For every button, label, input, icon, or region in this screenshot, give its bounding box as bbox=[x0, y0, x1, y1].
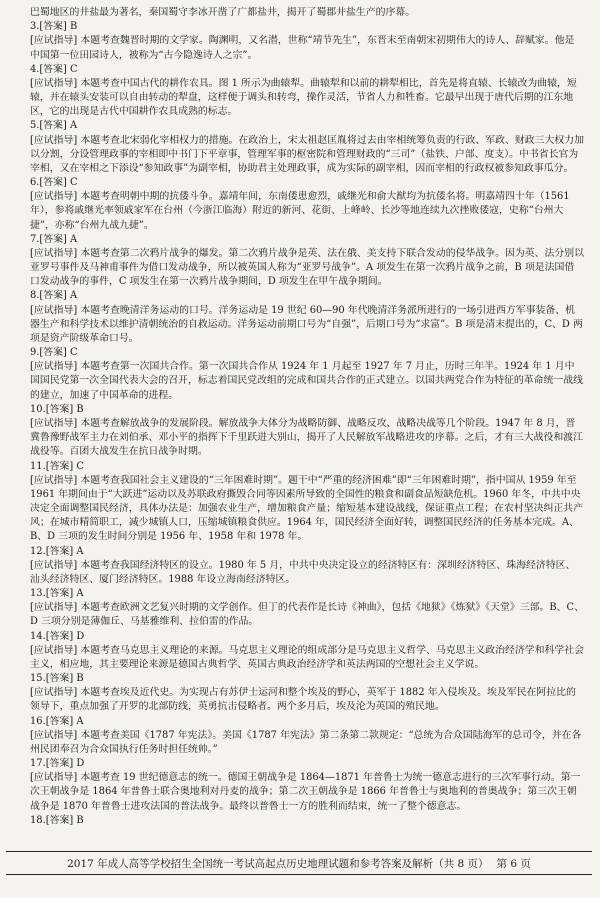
exam-guidance: [应试指导] 本题考查 19 世纪德意志的统一。德国王朝战争是 1864—1871 年普鲁士为统一德意志进行的三次军事行动。第一次王朝战争是 1864 年普鲁士联合奥地利对丹麦的战争；第二次王朝战争是 1866 年普鲁士与奥地利的普奥战争；第三次王朝战争是 1870 年普鲁士进攻法国的普法战争。最终以普鲁士一方的胜利而结束，统一了整个德意志。 bbox=[30, 772, 581, 812]
exam-guidance: [应试指导] 本题考查马克思主义理论的来源。马克思主义理论的组成部分是马克思主义哲学、马克思主义政治经济学和科学社会主义，相应地，其主要理论来源是德国古典哲学、英国古典政治经济学和英法两国的空想社会主义学说。 bbox=[30, 644, 584, 670]
answer-item bbox=[30, 672, 584, 715]
answer-item bbox=[30, 289, 584, 346]
answer-key: [答案] B bbox=[45, 673, 84, 685]
answer-key: [答案] C bbox=[39, 347, 78, 359]
exam-guidance: [应试指导] 本题考查明朝中期的抗倭斗争。嘉靖年间，东南倭患愈烈，戚继光和俞大猷均为抗倭名将。明嘉靖四十年（1561 年），参将戚继光率领戚家军在台州（今浙江临海）附近的新河、花街、上峰岭、长沙等地连续九次挫败倭寇，史称“台州大捷”，亦称“台州九战九捷”。 bbox=[30, 191, 570, 231]
answer-item bbox=[30, 176, 584, 233]
answer-line bbox=[30, 630, 584, 644]
answer-key: [答案] A bbox=[39, 233, 78, 245]
question-number: 8. bbox=[30, 290, 40, 302]
answer-line bbox=[30, 460, 584, 474]
answer-key: [答案] C bbox=[39, 63, 78, 75]
question-number: 11. bbox=[30, 460, 46, 472]
answer-item bbox=[30, 119, 584, 176]
answer-item bbox=[30, 545, 584, 588]
answer-key: [答案] C bbox=[39, 177, 78, 189]
question-number: 17. bbox=[30, 758, 46, 770]
answer-line bbox=[30, 403, 584, 417]
answer-line bbox=[30, 715, 584, 729]
answer-line bbox=[30, 289, 584, 303]
answer-key: [答案] A bbox=[45, 715, 84, 727]
answer-line bbox=[30, 672, 584, 686]
exam-guidance: [应试指导] 本题考查美国《1787 年宪法》。美国《1787 年宪法》第二条第二款规定：“总统为合众国陆海军的总司令，并在各州民团奉召为合众国执行任务时担任统帅。” bbox=[30, 729, 582, 755]
question-number: 18. bbox=[30, 814, 46, 826]
answer-key: [答案] C bbox=[45, 460, 84, 472]
answer-key: [答案] A bbox=[45, 588, 84, 600]
answer-item bbox=[30, 715, 584, 758]
answer-line bbox=[30, 233, 584, 247]
question-number: 15. bbox=[30, 673, 46, 685]
question-number: 9. bbox=[30, 347, 40, 359]
answer-line bbox=[30, 814, 584, 828]
exam-guidance: [应试指导] 本题考查欧洲文艺复兴时期的文学创作。但丁的代表作是长诗《神曲》，包括《地狱》《炼狱》《天堂》三部。B、C、D 三项分别是薄伽丘、马基雅维利、拉伯雷的作品。 bbox=[30, 602, 584, 628]
answer-item bbox=[30, 403, 584, 460]
exam-guidance: [应试指导] 本题考查北宋弱化宰相权力的措施。在政治上，宋太祖赵匡胤将过去由宰相统筹负责的行政、军政、财政三大权力加以分割，分设管理政事的宰相即中书门下平章事，管理军事的枢密院和管理财政的“三司”（盐铁、户部、度支）。中书省长官为宰相，又在宰相之下添设“参知政事”为副宰相，协助君主处理政事，成为实际的副宰相，因而宰相的行政权被参知政事瓜分。 bbox=[30, 134, 584, 174]
answer-item bbox=[30, 63, 584, 120]
exam-guidance: [应试指导] 本题考查我国经济特区的设立。1980 年 5 月，中共中央决定设立的经济特区有：深圳经济特区、珠海经济特区、汕头经济特区、厦门经济特区。1988 年设立海南经济特区。 bbox=[30, 559, 576, 585]
exam-guidance: [应试指导] 本题考查我国社会主义建设的“三年困难时期”。题干中“严重的经济困难”即“三年困难时期”，指中国从 1959 年至 1961 年期间由于“大跃进”运动以及苏联政府撕毁合同等因素所导致的全国性的粮食和副食品短缺危机。1960 年冬，中共中央决定全面调整国民经济，具体办法是：加强农业生产，增加粮食产量；缩短基本建设战线，保证重点工程；在农村坚决纠正共产风；在城市精简职工，减少城镇人口，压缩城镇粮食供应。1964 年，国民经济全面好转，调整国民经济的任务基本完成。A、B、D 三项的发生时间分别是 1956 年、1958 年和 1978 年。 bbox=[30, 474, 584, 543]
answer-line bbox=[30, 587, 584, 601]
question-number: 4. bbox=[30, 63, 40, 75]
answer-key: [答案] D bbox=[45, 758, 85, 770]
exam-guidance: [应试指导] 本题考查魏晋时期的文学家。陶渊明，又名潜，世称“靖节先生”，东晋末至南朝宋初期伟大的诗人、辞赋家。他是中国第一位田园诗人，被称为“古今隐逸诗人之宗”。 bbox=[30, 35, 575, 61]
answer-key: [答案] B bbox=[39, 21, 78, 33]
footer-text bbox=[67, 856, 531, 871]
answer-item bbox=[30, 346, 584, 403]
footer-page-number: 第 6 页 bbox=[496, 857, 531, 870]
question-number: 6. bbox=[30, 177, 40, 189]
answer-key: [答案] A bbox=[39, 290, 78, 302]
question-number: 5. bbox=[30, 120, 40, 132]
exam-guidance: [应试指导] 本题考查埃及近代史。为实现占有苏伊士运河和整个埃及的野心，英军于 1882 年入侵埃及。埃及军民在阿拉比的领导下，重点加强了开罗的北部防线，英勇抗击侵略者。两个多月后，埃及沦为英国的殖民地。 bbox=[30, 687, 576, 713]
question-number: 14. bbox=[30, 630, 46, 642]
answer-list bbox=[30, 20, 584, 828]
exam-guidance: [应试指导] 本题考查解放战争的发展阶段。解放战争大体分为战略防御、战略反攻、战略决战等几个阶段。1947 年 8 月，晋冀鲁豫野战军主力在刘伯承、邓小平的指挥下千里跃进大别山，揭开了人民解放军战略进攻的序幕。之后，才有三大战役和渡江战役等。百团大战发生在抗日战争时期。 bbox=[30, 417, 584, 458]
question-number: 16. bbox=[30, 715, 46, 727]
question-number: 13. bbox=[30, 588, 46, 600]
answer-item bbox=[30, 814, 584, 828]
exam-guidance: [应试指导] 本题考查第二次鸦片战争的爆发。第二次鸦片战争是英、法在俄、美支持下联合发动的侵华战争。因为英、法分别以亚罗号事件及马神甫事件为借口发动战争，所以被英国人称为“亚罗号战争”。A 项发生在第一次鸦片战争之前，B 项是法国借口发动战争的事件，C 项发生在第一次鸦片战争期间，D 项发生在甲午战争期间。 bbox=[30, 247, 584, 288]
question-number: 12. bbox=[30, 545, 46, 557]
answer-item bbox=[30, 757, 584, 814]
answer-item bbox=[30, 630, 584, 673]
answer-key: [答案] D bbox=[45, 630, 85, 642]
answer-key: [答案] B bbox=[45, 814, 84, 826]
question-number: 10. bbox=[30, 403, 46, 415]
answer-key: [答案] A bbox=[39, 120, 78, 132]
answer-content bbox=[30, 6, 584, 828]
answer-line bbox=[30, 176, 584, 190]
answer-item bbox=[30, 460, 584, 545]
page-footer bbox=[6, 851, 592, 875]
answer-item bbox=[30, 20, 584, 63]
intro-line: 巴蜀地区的井盐最为著名，秦国蜀守李冰开凿了广都盐井，揭开了蜀郡井盐生产的序幕。 bbox=[30, 7, 416, 18]
footer-title: 2017 年成人高等学校招生全国统一考试高起点历史地理试题和参考答案及解析（共 8 页） bbox=[67, 857, 489, 870]
exam-guidance: [应试指导] 本题考查第一次国共合作。第一次国共合作从 1924 年 1 月起至 1927 年 7 月止，历时三年半。1924 年 1 月中国国民党第一次全国代表大会的召开，标志着国民党改组的完成和国共合作的正式建立。以国共两党合作为特征的革命统一战线的建立，加速了中国革命的进程。 bbox=[30, 361, 584, 401]
answer-line bbox=[30, 346, 584, 360]
question-number: 3. bbox=[30, 21, 40, 33]
exam-guidance: [应试指导] 本题考查晚清洋务运动的口号。洋务运动是 19 世纪 60—90 年代晚清洋务派所进行的一场引进西方军事装备、机器生产和科学技术以维护清朝统治的自救运动。洋务运动前期口号为“自强”，后期口号为“求富”。B 项是清末提出的，C、D 两项是资产阶级革命口号。 bbox=[30, 304, 583, 344]
answer-line bbox=[30, 545, 584, 559]
answer-key: [答案] A bbox=[45, 545, 84, 557]
question-number: 7. bbox=[30, 233, 40, 245]
answer-line bbox=[30, 63, 584, 77]
answer-line bbox=[30, 20, 584, 34]
answer-item bbox=[30, 587, 584, 630]
answer-key: [答案] B bbox=[45, 403, 84, 415]
answer-line bbox=[30, 757, 584, 771]
exam-guidance: [应试指导] 本题考查中国古代的耕作农具。图 1 所示为曲辕犁。曲辕犁和以前的耕犁相比，首先是将直辕、长辕改为曲辕，短辕，并在辕头安装可以自由转动的犁盘，这样便于调头和转弯，操作灵活，节省人力和牲畜。它最早出现于唐代后期的江东地区，它的出现是古代中国耕作农具成熟的标志。 bbox=[30, 77, 577, 118]
answer-item bbox=[30, 233, 584, 290]
answer-line bbox=[30, 119, 584, 133]
